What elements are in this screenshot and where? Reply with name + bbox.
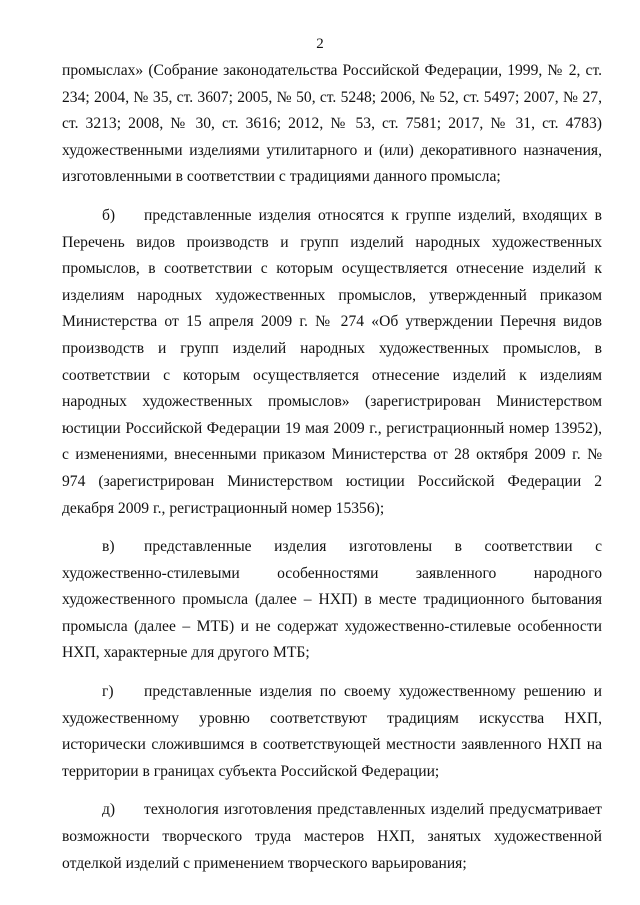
- list-marker: г): [102, 683, 114, 701]
- paragraph-text: промыслах» (Собрание законодательства Российской Федерации, 1999, № 2, ст. 234; 2004, № 35, ст. 3607; 2005, № 50, ст. 5248; 2006, № 52, ст. 5497; 2007, № 27, ст. 3213; 2008, № 30, ст. 3616; 2012, № 53, ст. 7581; 2017, № 31, ст. 4783) художественными изделиями утилитарного и (или) декоративного назначения, изготовленными в соответствии с традициями данного промысла;: [62, 62, 602, 186]
- list-marker: б): [102, 206, 116, 224]
- paragraph-text: представленные изделия относятся к группе изделий, входящих в Перечень видов производств и групп изделий народных художественных промыслов, в соответствии с которым осуществляется отнесение изделий к изделиям народных художественных промыслов, утвержденный приказом Министерства от 15 апреля 2009 г. № 274 «Об утверждении Перечня видов производств и групп изделий народных художественных промыслов, в соответствии с которым осуществляется отнесение изделий к изделиям народных художественных промыслов» (зарегистрирован Министерством юстиции Российской Федерации 19 мая 2009 г., регистрационный номер 13952), с изменениями, внесенными приказом Министерства от 28 октября 2009 г. № 974 (зарегистрирован Министерством юстиции Российской Федерации 2 декабря 2009 г., регистрационный номер 15356);: [62, 206, 602, 517]
- list-marker: д): [102, 801, 116, 819]
- paragraph-text: представленные изделия по своему художественному решению и художественному уровню соответствуют традициям искусства НХП, исторически сложившимся в соответствующей местности заявленного НХП на территории в границах субъекта Российской Федерации;: [62, 683, 602, 780]
- list-item-b: [62, 203, 602, 522]
- list-item-v: [62, 534, 602, 667]
- document-body: [62, 58, 602, 877]
- paragraph-text: технология изготовления представленных изделий предусматривает возможности творческого труда мастеров НХП, занятых художественной отделкой изделий с применением творческого варьирования;: [62, 801, 602, 872]
- page-number: 2: [316, 36, 324, 52]
- list-marker: в): [102, 538, 115, 556]
- list-item-d: [62, 797, 602, 877]
- paragraph-text: представленные изделия изготовлены в соответствии с художественно-стилевыми особенностями заявленного народного художественного промысла (далее – НХП) в месте традиционного бытования промысла (далее – МТБ) и не содержат художественно-стилевые особенности НХП, характерные для другого МТБ;: [62, 538, 602, 662]
- paragraph-continuation: [62, 58, 602, 191]
- list-item-g: [62, 679, 602, 785]
